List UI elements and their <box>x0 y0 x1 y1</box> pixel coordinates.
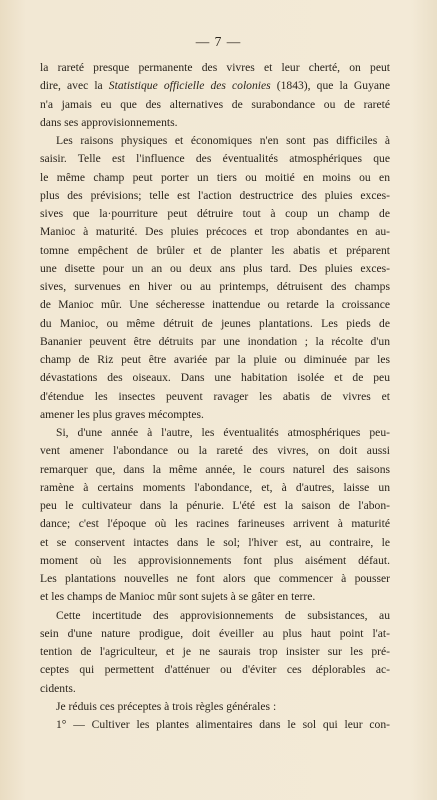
text-line <box>40 479 390 497</box>
text-segment: Si, d'une année à l'autre, les éventualités atmosphériques peu- <box>56 426 390 439</box>
text-line <box>40 205 390 223</box>
text-line <box>40 114 390 132</box>
text-line <box>40 625 390 643</box>
text-segment: plus des prévisions; telle est l'action destructrice des pluies exces- <box>40 188 390 202</box>
text-segment: vent amener l'abondance ou la rareté des vivres, on doit aussi <box>40 444 390 458</box>
text-segment: la rareté presque permanente des vivres et leur cherté, on peut <box>40 61 390 74</box>
text-segment: le même champ peut porter un tiers ou moitié en moins ou en <box>40 170 390 184</box>
text-segment: 1° — Cultiver les plantes alimentaires dans le sol qui leur con- <box>56 718 390 731</box>
text-segment: Je réduis ces préceptes à trois règles générales : <box>56 699 277 713</box>
text-segment: champ de Riz peut être avariée par la pluie ou diminuée par les <box>40 353 390 366</box>
text-segment: Les raisons physiques et économiques n'en sont pas difficiles à <box>56 134 390 147</box>
text-line <box>40 315 390 333</box>
text-segment: dans ses approvisionnements. <box>40 115 178 129</box>
page-number: — 7 — <box>195 34 242 49</box>
text-line <box>40 588 390 606</box>
text-segment: Manioc à maturité. Des pluies précoces et trop abondantes en au- <box>40 225 390 239</box>
text-segment: dévastations des oiseaux. Dans une habitation isolée et de peu <box>40 371 390 385</box>
text-line <box>40 333 390 351</box>
text-segment: Les plantations nouvelles ne font alors que commencer à pousser <box>40 572 390 585</box>
text-line <box>40 369 390 387</box>
text-segment: saisir. Telle est l'influence des éventualités atmosphériques que <box>40 152 390 166</box>
text-line <box>40 497 390 515</box>
text-segment: cidents. <box>40 681 76 695</box>
body-text <box>40 59 390 734</box>
text-line <box>40 461 390 479</box>
text-segment: (1843), que la Guyane <box>270 79 390 93</box>
text-line <box>40 187 390 205</box>
text-line <box>40 150 390 168</box>
text-segment: dire, avec la <box>40 79 109 93</box>
text-segment: une disette pour un an ou deux ans plus tard. Des pluies exces- <box>40 261 390 275</box>
text-line <box>40 59 390 77</box>
text-segment: n'a jamais eu que des alternatives de surabondance ou de rareté <box>40 97 390 111</box>
text-line <box>40 132 390 150</box>
text-segment: tention de l'agriculteur, et je ne saurais trop insister sur les pré- <box>40 645 390 658</box>
text-line <box>40 607 390 625</box>
text-segment: Bananier peuvent être détruits par une inondation ; la récolte d'un <box>40 334 390 348</box>
text-segment: sives, survenues en hiver ou au printemps, détruisent des champs <box>40 280 390 293</box>
text-segment: moment où les approvisionnements font plus aisément défaut. <box>40 553 390 567</box>
text-segment: de Manioc mûr. Une sécheresse inattendue ou retarde la croissance <box>40 298 390 312</box>
text-segment: Cette incertitude des approvisionnements de subsistances, au <box>56 608 390 622</box>
text-line <box>40 223 390 241</box>
text-line <box>40 278 390 296</box>
text-segment: ceptes qui permettent d'atténuer ou d'éviter ces déplorables ac- <box>40 663 390 677</box>
text-segment: tomne empêchent de brûler et de planter les abatis et préparent <box>40 243 390 257</box>
text-line <box>40 242 390 260</box>
text-line <box>40 388 390 406</box>
text-line <box>40 716 390 734</box>
text-line <box>40 424 390 442</box>
text-segment: sives que la·pourriture peut détruire tout à coup un champ de <box>40 207 390 220</box>
text-line <box>40 552 390 570</box>
text-line <box>40 680 390 698</box>
text-segment: dance; c'est l'époque où les racines farineuses arrivent à maturité <box>40 517 390 531</box>
text-line <box>40 698 390 716</box>
text-line <box>40 661 390 679</box>
text-segment: remarquer que, dans la même année, le cours naturel des saisons <box>40 462 390 476</box>
text-segment: et se conservent intactes dans le sol; l'hiver est, au contraire, le <box>40 535 390 549</box>
text-line <box>40 96 390 114</box>
text-segment: d'étendue les insectes peuvent ravager les abatis de vivres et <box>40 389 390 403</box>
text-line <box>40 169 390 187</box>
text-segment: ramène à certains moments l'abondance, et, à d'autres, laisse un <box>40 480 390 494</box>
text-line <box>40 442 390 460</box>
text-line <box>40 534 390 552</box>
text-segment: du Manioc, ou même détruit de jeunes plantations. Les pieds de <box>40 316 390 330</box>
text-line <box>40 77 390 95</box>
text-line <box>40 515 390 533</box>
text-line <box>40 296 390 314</box>
italic-title: Statistique officielle des colonies <box>108 79 271 93</box>
text-segment: peu le cultivateur dans la pénurie. L'été est la saison de l'abon- <box>40 499 390 512</box>
text-segment: amener les plus graves mécomptes. <box>40 407 204 421</box>
text-line <box>40 260 390 278</box>
text-line <box>40 643 390 661</box>
text-line <box>40 570 390 588</box>
text-segment: sein d'une nature prodigue, doit éveiller au plus haut point l'at- <box>40 626 390 640</box>
text-segment: et les champs de Manioc mûr sont sujets à se gâter en terre. <box>40 590 316 604</box>
text-line <box>40 351 390 369</box>
text-line <box>40 406 390 424</box>
